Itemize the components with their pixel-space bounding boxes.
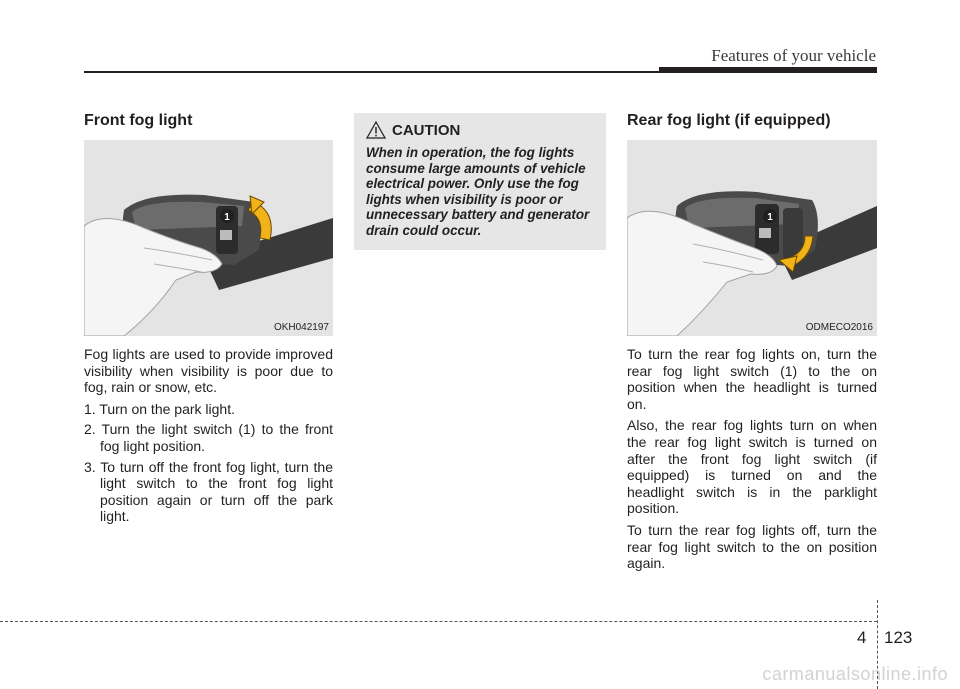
caution-box (354, 113, 606, 250)
watermark: carmanualsonline.info (762, 664, 948, 684)
warning-triangle-icon (366, 121, 386, 139)
lever-illustration (627, 140, 877, 336)
caution-text: When in operation, the fog lights consume large amounts of vehicle electrical power. Only use the fog lights when visibility is poor or unnecessary battery and generator drain could occur. (366, 145, 590, 238)
caution-title: CAUTION (392, 121, 461, 139)
front-fog-light-text (84, 346, 333, 529)
front-fog-step: 3. To turn off the front fog light, turn the light switch to the front fog light position again or turn off the park light. (84, 458, 333, 525)
rear-fog-paragraph: To turn the rear fog lights off, turn the rear fog light switch to the on position again. (627, 521, 877, 572)
rear-fog-paragraph: To turn the rear fog lights on, turn the rear fog light switch (1) to the on position when the headlight is turned on. (627, 346, 877, 412)
page-number: 123 (884, 628, 913, 647)
front-switch-callout: 1 (224, 212, 230, 223)
front-figure-code: OKH042197 (273, 322, 329, 333)
rear-figure-code: ODMECO2016 (805, 322, 873, 333)
header-bar (659, 67, 877, 73)
page-header-title: Features of your vehicle (711, 46, 876, 65)
rear-fog-light-heading: Rear fog light (if equipped) (627, 112, 831, 129)
rear-fog-light-text (627, 346, 877, 577)
front-fog-intro: Fog lights are used to provide improved visibility when visibility is poor due to fog, rain or snow, etc. (84, 346, 333, 396)
lever-illustration (84, 140, 333, 336)
rear-switch-callout: 1 (767, 212, 773, 223)
rear-fog-light-figure (627, 140, 877, 336)
front-fog-light-figure (84, 140, 333, 336)
front-fog-steps (84, 401, 333, 525)
front-fog-step: 2. Turn the light switch (1) to the front fog light position. (84, 421, 333, 454)
footer-rule (0, 621, 877, 622)
section-number: 4 (857, 628, 867, 647)
header-rule (84, 71, 659, 73)
front-fog-step: 1. Turn on the park light. (84, 400, 235, 417)
front-fog-light-heading: Front fog light (84, 112, 193, 129)
caution-header (366, 121, 598, 139)
rear-fog-paragraph: Also, the rear fog lights turn on when the rear fog light switch is turned on after the front fog light switch (if equipped) is turned on and the headlight switch is in the parklight position. (627, 417, 877, 517)
